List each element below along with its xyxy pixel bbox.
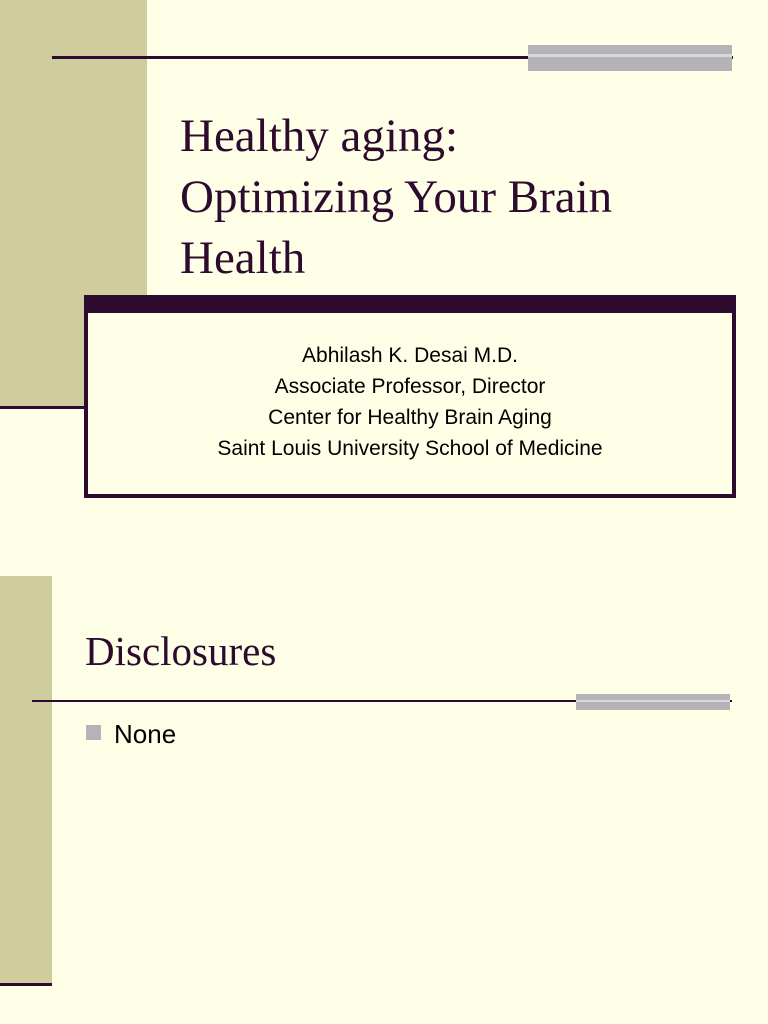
sidebar-accent-line: [0, 983, 52, 986]
slide-title-line: Health: [180, 232, 306, 284]
square-bullet-icon: [86, 725, 101, 740]
slide-title: [180, 106, 740, 289]
presenter-info: [88, 340, 732, 464]
slide-title-line: Optimizing Your Brain: [180, 171, 613, 223]
sidebar-accent-line: [0, 406, 86, 409]
gray-accent-bar: [576, 694, 730, 710]
presenter-role: Associate Professor, Director: [274, 375, 546, 398]
presenter-center: Center for Healthy Brain Aging: [268, 406, 552, 429]
gray-accent-bar: [528, 45, 732, 71]
bullet-text: None: [114, 719, 177, 749]
slide-title: Disclosures: [85, 628, 277, 674]
presenter-name: Abhilash K. Desai M.D.: [302, 344, 518, 367]
slide-title-line: Healthy aging:: [180, 110, 459, 162]
sidebar-accent-block: [0, 576, 52, 986]
bullet-item: [86, 717, 176, 751]
presenter-institution: Saint Louis University School of Medicine: [217, 437, 603, 460]
disclosures-slide: [0, 530, 768, 1024]
